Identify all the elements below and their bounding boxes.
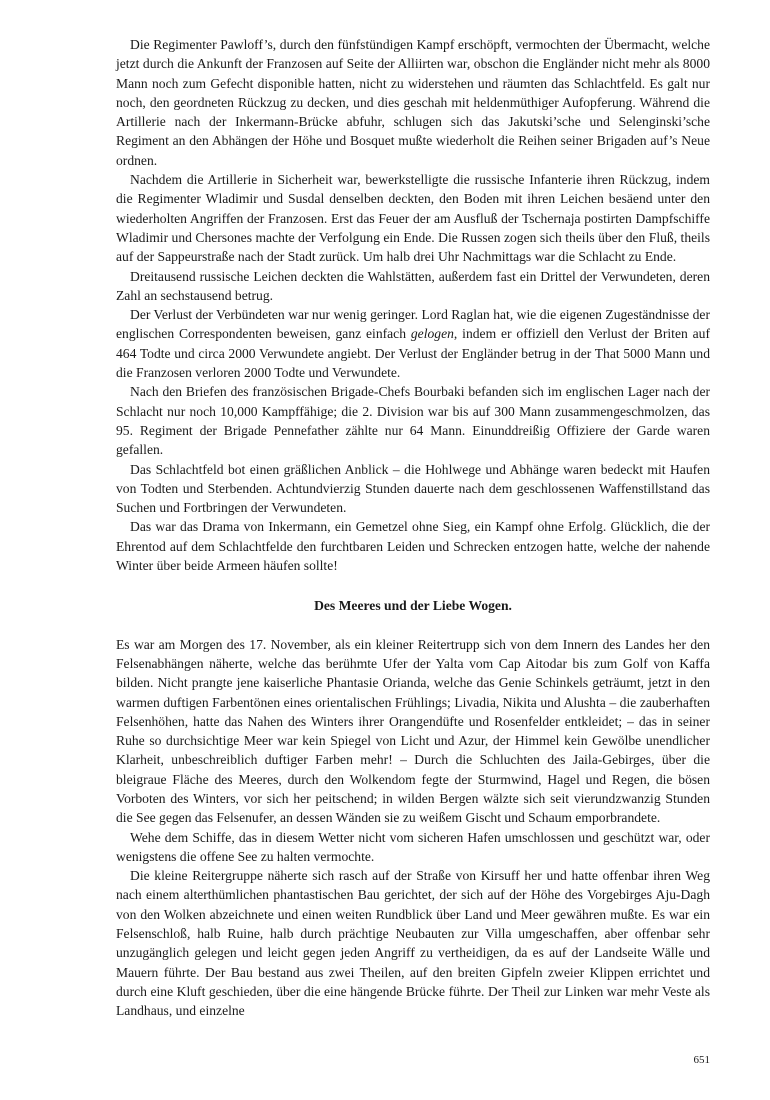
paragraph: Das Schlachtfeld bot einen gräßlichen Anblick – die Hohlwege und Abhänge waren bedeckt mit Haufen von Todten und Sterbenden. Achtundvierzig Stunden dauerte nach dem geschlossenen Waffenstillstand das Suchen und Fortbringen der Verwundeten. <box>116 461 710 516</box>
emphasis-text: gelogen <box>410 326 454 342</box>
paragraph-text: , indem er offiziell den Verlust der Briten auf 464 Todte und circa 2000 Verwundete angiebt. Der Verlust der Engländer betrug in der That 5000 Mann und die Franzosen verloren 2000 Todte und Verwundete. <box>116 326 710 381</box>
paragraph-text: Der Verlust der Verbündeten war nur wenig geringer. Lord Raglan hat, wie die eigenen Zugeständnisse der englischen Correspondenten beweisen, ganz einfach <box>116 307 710 342</box>
paragraph: Die kleine Reitergruppe näherte sich rasch auf der Straße von Kirsuff her und hatte offenbar ihren Weg nach einem alterthümlichen phantastischen Bau gerichtet, der sich auf der Höhe des Vorgebirges Aju-Dagh von den Wolken abzeichnete und einen weiten Rundblick über Land und Meer gewähren mußte. Es war ein Felsenschloß, halb Ruine, halb durch prächtige Neubauten zur Villa umgeschaffen, aber offenbar sehr unzugänglich gelegen und leicht gegen jeden Angriff zu vertheidigen, da es auf der Landseite Wälle und Mauern führte. Der Bau bestand aus zwei Theilen, auf den breiten Gipfeln zweier Klippen errichtet und durch eine Kluft geschieden, über die eine hängende Brücke führte. Der Theil zur Linken war mehr Veste als Landhaus, und einzelne <box>116 868 710 1019</box>
paragraph: Wehe dem Schiffe, das in diesem Wetter nicht vom sicheren Hafen umschlossen und geschützt war, oder wenigstens die offene See zu halten vermochte. <box>116 829 710 864</box>
paragraph: Es war am Morgen des 17. November, als ein kleiner Reitertrupp sich von dem Innern des Landes her den Felsenabhängen näherte, welche das berühmte Ufer der Yalta vom Cap Aitodar bis zum Golf von Kaffa bilden. Nicht prangte jene kaiserliche Phantasie Orianda, welche das Genie Schinkels geträumt, jetzt in den warmen duftigen Farbentönen eines orientalischen Frühlings; Livadia, Nikita und Alushta – die zauberhaften Felsenhöhen, hatte das Nahen des Winters ihrer Orangendüfte und Rosenfelder entkleidet; – das in seiner Ruhe so durchsichtige Meer war kein Spiegel von Licht und Azur, der Himmel kein Gewölbe unendlicher Klarheit, unbeschreiblich duftiger Farben mehr! – Durch die Schluchten des Jaila-Gebirges, über die bleigraue Fläche des Meeres, durch den Wolkendom fegte der Sturmwind, Hagel und Regen, die bösen Vorboten des Winters, vor sich her peitschend; in wilden Bergen wälzte sich seit vierundzwanzig Stunden die See gegen das Felsenufer, an dessen Wänden sie zu weißem Gischt und Schaum emporbrandete. <box>116 636 710 826</box>
page-number: 651 <box>693 1054 710 1066</box>
paragraph: Das war das Drama von Inkermann, ein Gemetzel ohne Sieg, ein Kampf ohne Erfolg. Glücklich, die der Ehrentod auf dem Schlachtfelde den furchtbaren Leiden und Schrecken entzogen hatte, welche der nahende Winter über beide Armeen häufen sollte! <box>116 519 710 574</box>
page-body <box>116 35 710 1021</box>
paragraph: Nachdem die Artillerie in Sicherheit war, bewerkstelligte die russische Infanterie ihren Rückzug, indem die Regimenter Wladimir und Susdal denselben deckten, den Boden mit ihren Leichen besäend unter den wiederholten Angriffen der Franzosen. Erst das Feuer der am Ausfluß der Tschernaja postirten Dampfschiffe Wladimir und Chersones machte der Verfolgung ein Ende. Die Russen zogen sich theils über den Fluß, theils auf der Sappeurstraße nach der Stadt zurück. Um halb drei Uhr Nachmittags war die Schlacht zu Ende. <box>116 172 710 265</box>
paragraph: Nach den Briefen des französischen Brigade-Chefs Bourbaki befanden sich im englischen Lager nach der Schlacht nur noch 10,000 Kampffähige; die 2. Division war bis auf 300 Mann zusammengeschmolzen, das 95. Regiment der Brigade Pennefather zählte nur 64 Mann. Einunddreißig Offiziere der Garde waren gefallen. <box>116 384 710 458</box>
paragraph: Dreitausend russische Leichen deckten die Wahlstätten, außerdem fast ein Drittel der Verwundeten, deren Zahl an sechstausend betrug. <box>116 268 710 303</box>
section-heading: Des Meeres und der Liebe Wogen. <box>314 598 512 614</box>
paragraph: Die Regimenter Pawloff’s, durch den fünfstündigen Kampf erschöpft, vermochten der Übermacht, welche jetzt durch die Ankunft der Franzosen auf Seite der Alliirten war, obschon die Engländer nicht mehr als 8000 Mann noch zum Gefecht disponible hatten, nicht zu widerstehen und räumten das Schlachtfeld. Es galt nur noch, den geordneten Rückzug zu decken, und dies geschah mit heldenmüthiger Aufopferung. Während die Artillerie nach der Inkermann-Brücke abfuhr, schlugen sich das Jakutski’sche und Selenginski’sche Regiment an den Abhängen der Höhe und Bosquet mußte wiederholt die Reihen seiner Brigaden auf’s Neue ordnen. <box>116 37 710 168</box>
paragraph <box>116 305 710 382</box>
